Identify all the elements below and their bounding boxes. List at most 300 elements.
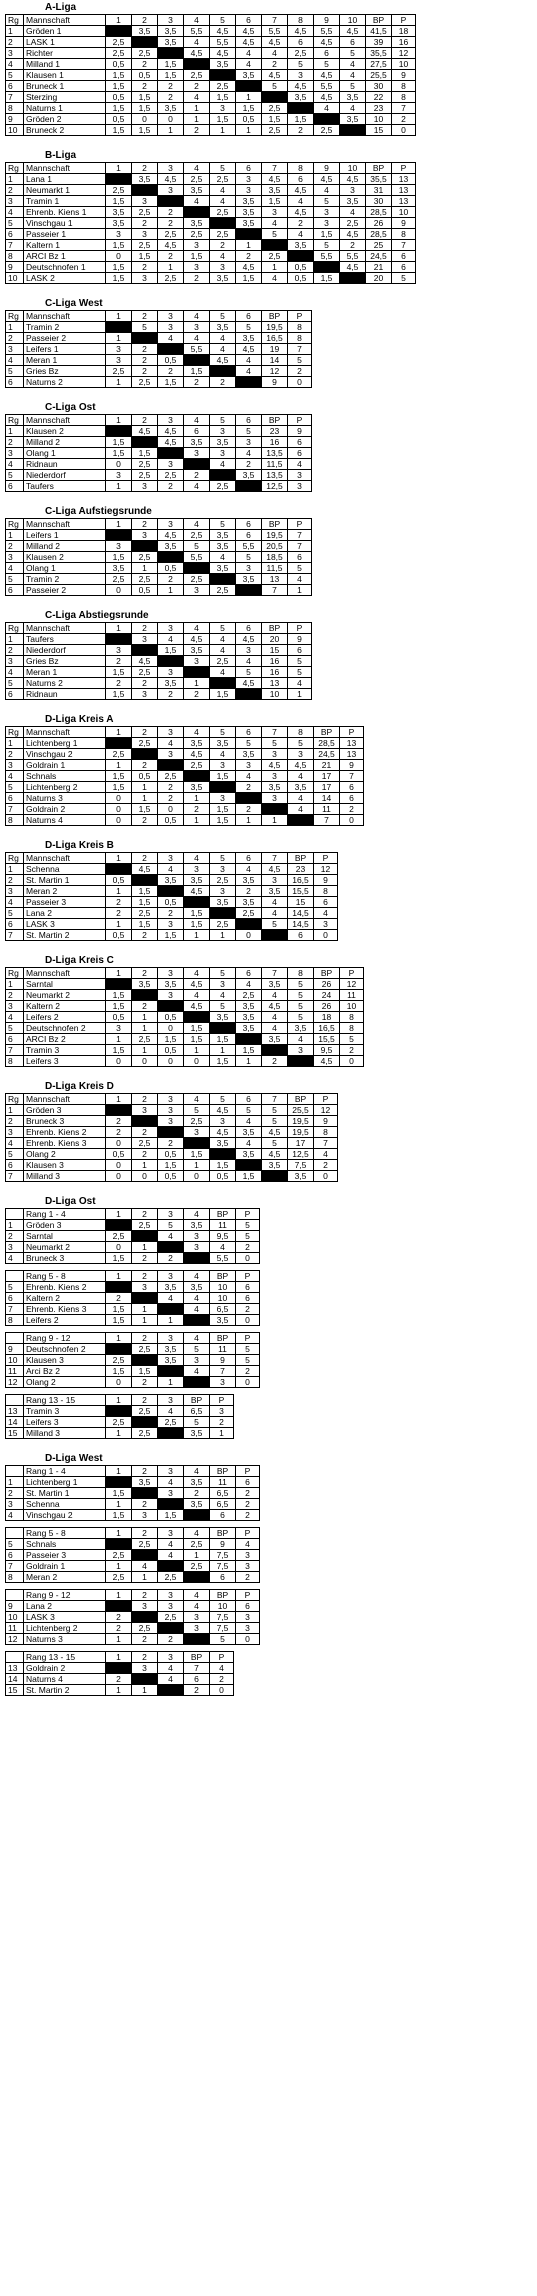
result-cell: 1,5: [106, 1045, 132, 1056]
team-name-cell: Olang 1: [24, 563, 106, 574]
header-cell: [6, 1590, 24, 1601]
section-spacer: [5, 388, 537, 402]
result-cell: 1: [132, 782, 158, 793]
result-cell: 0,5: [106, 1012, 132, 1023]
points-cell: 5: [236, 1355, 260, 1366]
header-cell: P: [340, 727, 364, 738]
table-header-row: [6, 1209, 260, 1220]
table-row: [6, 1623, 260, 1634]
points-cell: 4: [314, 1149, 338, 1160]
result-cell: 2: [132, 1499, 158, 1510]
result-cell: 1: [236, 92, 262, 103]
section-title: D-Liga West: [45, 1453, 103, 1464]
result-cell: 3: [314, 207, 340, 218]
result-cell: 2,5: [236, 990, 262, 1001]
result-cell: 0,5: [158, 1012, 184, 1023]
result-cell: 3,5: [210, 563, 236, 574]
result-cell: 3: [158, 1601, 184, 1612]
header-cell: P: [236, 1590, 260, 1601]
result-cell: 3,5: [210, 322, 236, 333]
team-name-cell: Leifers 2: [24, 1315, 106, 1326]
result-cell: 3,5: [184, 1477, 210, 1488]
result-cell: 6: [236, 530, 262, 541]
team-name-cell: Leifers 1: [24, 530, 106, 541]
result-cell: 4,5: [262, 1149, 288, 1160]
result-cell: 3,5: [236, 1023, 262, 1034]
self-match-cell: [210, 574, 236, 585]
table-row: [6, 322, 312, 333]
self-match-cell: [262, 930, 288, 941]
self-match-cell: [132, 1355, 158, 1366]
result-cell: 4: [158, 1663, 184, 1674]
result-cell: 3,5: [288, 92, 314, 103]
result-cell: 4,5: [132, 864, 158, 875]
rank-cell: 5: [6, 470, 24, 481]
self-match-cell: [132, 1550, 158, 1561]
result-cell: 1,5: [210, 689, 236, 700]
points-cell: 6: [340, 793, 364, 804]
result-cell: 1,5: [184, 1149, 210, 1160]
rank-cell: 4: [6, 771, 24, 782]
team-name-cell: Sarntal: [24, 979, 106, 990]
team-name-cell: Passeier 3: [24, 1550, 106, 1561]
result-cell: 2,5: [184, 574, 210, 585]
result-cell: 2,5: [288, 48, 314, 59]
header-cell: P: [392, 15, 416, 26]
points-cell: 10: [392, 207, 416, 218]
self-match-cell: [158, 1561, 184, 1572]
points-cell: 6: [236, 1601, 260, 1612]
team-name-cell: Naturns 2: [24, 678, 106, 689]
result-cell: 0,5: [158, 1149, 184, 1160]
result-cell: 3,5: [262, 1034, 288, 1045]
header-cell: 3: [158, 519, 184, 530]
table-header-row: [6, 853, 338, 864]
table-row: [6, 1663, 234, 1674]
result-cell: 2: [184, 125, 210, 136]
result-cell: 3,5: [106, 207, 132, 218]
result-cell: 3,5: [210, 59, 236, 70]
section-title: B-Liga: [45, 150, 77, 161]
result-cell: 1,5: [132, 448, 158, 459]
result-cell: 4: [236, 1116, 262, 1127]
section-d-liga-kreis-b: [5, 840, 537, 955]
table-row: [6, 1282, 260, 1293]
team-name-cell: Schenna: [24, 864, 106, 875]
header-cell: Rg: [6, 1094, 24, 1105]
result-cell: 3: [236, 645, 262, 656]
result-cell: 4,5: [288, 207, 314, 218]
points-cell: 5: [288, 667, 312, 678]
bp-cell: 23: [262, 426, 288, 437]
header-cell: 1: [106, 1271, 132, 1282]
result-cell: 4,5: [210, 1127, 236, 1138]
points-cell: 0: [314, 930, 338, 941]
result-cell: 4: [314, 103, 340, 114]
result-cell: 1,5: [236, 1045, 262, 1056]
standings-table: [5, 967, 364, 1067]
self-match-cell: [236, 481, 262, 492]
points-cell: 0: [236, 1315, 260, 1326]
result-cell: 3: [184, 1231, 210, 1242]
table-row: [6, 1023, 364, 1034]
rank-cell: 10: [6, 1355, 24, 1366]
self-match-cell: [236, 1034, 262, 1045]
result-cell: 4,5: [158, 240, 184, 251]
table-row: [6, 1315, 260, 1326]
bp-cell: 26: [314, 979, 340, 990]
result-cell: 2: [132, 218, 158, 229]
rank-cell: 3: [6, 1001, 24, 1012]
result-cell: 3,5: [262, 979, 288, 990]
result-cell: 0,5: [106, 875, 132, 886]
rank-cell: 11: [6, 1623, 24, 1634]
result-cell: 3,5: [236, 749, 262, 760]
result-cell: 4: [184, 37, 210, 48]
result-cell: 3: [184, 585, 210, 596]
team-name-cell: Meran 1: [24, 355, 106, 366]
header-cell: 7: [262, 163, 288, 174]
table-row: [6, 667, 312, 678]
section-title: D-Liga Kreis C: [45, 955, 114, 966]
points-cell: 8: [288, 333, 312, 344]
table-row: [6, 645, 312, 656]
points-cell: 12: [314, 864, 338, 875]
section-spacer: [5, 826, 537, 840]
rank-cell: 1: [6, 426, 24, 437]
header-cell: BP: [314, 727, 340, 738]
points-cell: 0: [288, 377, 312, 388]
result-cell: 5,5: [184, 344, 210, 355]
header-cell: 1: [106, 311, 132, 322]
rank-cell: 2: [6, 1231, 24, 1242]
bp-cell: 6,5: [210, 1488, 236, 1499]
result-cell: 4,5: [340, 26, 366, 37]
table-row: [6, 771, 364, 782]
bp-cell: 6,5: [210, 1499, 236, 1510]
result-cell: 4,5: [184, 48, 210, 59]
result-cell: 3,5: [158, 37, 184, 48]
result-cell: 2: [132, 1634, 158, 1645]
rank-cell: 6: [6, 1160, 24, 1171]
self-match-cell: [340, 273, 366, 284]
table-row: [6, 1355, 260, 1366]
result-cell: 2,5: [158, 771, 184, 782]
table-row: [6, 448, 312, 459]
header-cell: BP: [262, 311, 288, 322]
table-row: [6, 1674, 234, 1685]
points-cell: 6: [392, 262, 416, 273]
header-cell: Mannschaft: [24, 519, 106, 530]
table-row: [6, 689, 312, 700]
points-cell: 8: [392, 92, 416, 103]
team-name-cell: Gröden 3: [24, 1220, 106, 1231]
rank-cell: 2: [6, 990, 24, 1001]
team-name-cell: Bruneck 1: [24, 81, 106, 92]
points-cell: 10: [340, 1001, 364, 1012]
result-cell: 5: [236, 667, 262, 678]
team-name-cell: St. Martin 1: [24, 875, 106, 886]
rank-cell: 12: [6, 1377, 24, 1388]
header-cell: 5: [210, 1094, 236, 1105]
points-cell: 9: [392, 218, 416, 229]
header-cell: 2: [132, 311, 158, 322]
table-row: [6, 1572, 260, 1583]
table-row: [6, 1477, 260, 1488]
points-cell: 9: [314, 875, 338, 886]
team-name-cell: Lana 2: [24, 1601, 106, 1612]
rank-cell: 9: [6, 1344, 24, 1355]
result-cell: 1,5: [184, 908, 210, 919]
result-cell: 3: [132, 1601, 158, 1612]
rank-cell: 7: [6, 240, 24, 251]
result-cell: 4,5: [340, 229, 366, 240]
header-cell: 3: [158, 1528, 184, 1539]
header-cell: 2: [132, 1652, 158, 1663]
result-cell: 1,5: [236, 1171, 262, 1182]
header-cell: 1: [106, 727, 132, 738]
result-cell: 2: [132, 366, 158, 377]
self-match-cell: [236, 377, 262, 388]
team-name-cell: Ehrenb. Kiens 3: [24, 1138, 106, 1149]
result-cell: 1: [184, 1550, 210, 1561]
result-cell: 1,5: [106, 1488, 132, 1499]
self-match-cell: [106, 1344, 132, 1355]
table-row: [6, 1138, 338, 1149]
result-cell: 1,5: [158, 930, 184, 941]
points-cell: 8: [314, 886, 338, 897]
points-cell: 2: [236, 1242, 260, 1253]
result-cell: 1,5: [106, 1001, 132, 1012]
team-name-cell: Schnals: [24, 771, 106, 782]
result-cell: 1: [236, 1056, 262, 1067]
header-cell: 7: [262, 853, 288, 864]
header-cell: [6, 1333, 24, 1344]
result-cell: 3,5: [236, 470, 262, 481]
result-cell: 2,5: [210, 81, 236, 92]
rank-cell: 4: [6, 207, 24, 218]
result-cell: 1,5: [314, 229, 340, 240]
result-cell: 1: [262, 262, 288, 273]
bp-cell: 14,5: [288, 919, 314, 930]
bp-cell: 4,5: [314, 1056, 340, 1067]
result-cell: 4: [236, 366, 262, 377]
result-cell: 4: [158, 1674, 184, 1685]
table-header-row: [6, 968, 364, 979]
table-row: [6, 1116, 338, 1127]
result-cell: 1,5: [106, 448, 132, 459]
bp-cell: 15: [262, 645, 288, 656]
team-name-cell: Bruneck 3: [24, 1116, 106, 1127]
rank-cell: 13: [6, 1406, 24, 1417]
table-row: [6, 377, 312, 388]
self-match-cell: [184, 1377, 210, 1388]
result-cell: 1: [106, 1034, 132, 1045]
rank-cell: 4: [6, 459, 24, 470]
header-cell: BP: [184, 1395, 210, 1406]
result-cell: 6: [288, 174, 314, 185]
self-match-cell: [158, 1428, 184, 1439]
header-cell: P: [288, 415, 312, 426]
team-name-cell: Passeier 2: [24, 585, 106, 596]
result-cell: 0,5: [210, 1171, 236, 1182]
result-cell: 2,5: [132, 207, 158, 218]
header-cell: P: [210, 1395, 234, 1406]
rank-cell: 13: [6, 1663, 24, 1674]
bp-cell: 17: [314, 782, 340, 793]
bp-cell: 18,5: [262, 552, 288, 563]
table-row: [6, 1612, 260, 1623]
self-match-cell: [210, 218, 236, 229]
header-cell: BP: [262, 519, 288, 530]
rank-cell: 5: [6, 574, 24, 585]
result-cell: 2: [132, 930, 158, 941]
header-cell: [6, 1652, 24, 1663]
result-cell: 5,5: [184, 26, 210, 37]
header-cell: [6, 1528, 24, 1539]
points-cell: 7: [392, 103, 416, 114]
bp-cell: 12,5: [288, 1149, 314, 1160]
table-row: [6, 1539, 260, 1550]
result-cell: 0: [236, 930, 262, 941]
self-match-cell: [288, 103, 314, 114]
result-cell: 1,5: [158, 1034, 184, 1045]
result-cell: 6: [288, 37, 314, 48]
points-cell: 13: [392, 174, 416, 185]
table-row: [6, 990, 364, 1001]
result-cell: 1: [106, 1634, 132, 1645]
result-cell: 0: [106, 815, 132, 826]
team-name-cell: Lana 1: [24, 174, 106, 185]
table-row: [6, 470, 312, 481]
result-cell: 4: [236, 1138, 262, 1149]
result-cell: 5: [236, 322, 262, 333]
header-cell: [6, 1466, 24, 1477]
bp-cell: 20: [366, 273, 392, 284]
result-cell: 1,5: [132, 92, 158, 103]
header-cell: 8: [288, 15, 314, 26]
points-cell: 1: [288, 689, 312, 700]
result-cell: 2: [106, 1293, 132, 1304]
result-cell: 2,5: [132, 667, 158, 678]
header-cell: 9: [314, 163, 340, 174]
points-cell: 5: [392, 273, 416, 284]
result-cell: 3: [184, 864, 210, 875]
header-cell: 8: [288, 163, 314, 174]
bp-cell: 30: [366, 196, 392, 207]
result-cell: 1,5: [106, 125, 132, 136]
rank-cell: 6: [6, 689, 24, 700]
table-row: [6, 738, 364, 749]
rank-cell: 6: [6, 585, 24, 596]
result-cell: 4: [262, 218, 288, 229]
self-match-cell: [210, 1149, 236, 1160]
result-cell: 3,5: [262, 185, 288, 196]
table-row: [6, 979, 364, 990]
bp-cell: 15: [366, 125, 392, 136]
bp-cell: 15,5: [288, 886, 314, 897]
bp-cell: 19,5: [288, 1116, 314, 1127]
result-cell: 1: [158, 1315, 184, 1326]
team-name-cell: Lichtenberg 1: [24, 738, 106, 749]
result-cell: 5,5: [262, 26, 288, 37]
result-cell: 4,5: [132, 426, 158, 437]
result-cell: 4,5: [158, 426, 184, 437]
result-cell: 2: [158, 689, 184, 700]
result-cell: 2: [340, 240, 366, 251]
bp-cell: 12,5: [262, 481, 288, 492]
points-cell: 6: [236, 1293, 260, 1304]
rank-cell: 3: [6, 886, 24, 897]
points-cell: 2: [340, 1045, 364, 1056]
result-cell: 5: [262, 1138, 288, 1149]
points-cell: 3: [236, 1561, 260, 1572]
self-match-cell: [158, 1685, 184, 1696]
result-cell: 2: [158, 366, 184, 377]
rank-cell: 6: [6, 1293, 24, 1304]
result-cell: 2: [262, 1056, 288, 1067]
points-cell: 6: [288, 552, 312, 563]
result-cell: 5: [236, 1105, 262, 1116]
bp-cell: 6: [184, 1674, 210, 1685]
header-cell: 1: [106, 968, 132, 979]
header-cell: 6: [236, 623, 262, 634]
team-name-cell: Olang 2: [24, 1149, 106, 1160]
header-cell: Rg: [6, 15, 24, 26]
result-cell: 3,5: [262, 782, 288, 793]
table-header-row: [6, 519, 312, 530]
team-name-cell: Niederdorf: [24, 470, 106, 481]
self-match-cell: [262, 804, 288, 815]
points-cell: 5: [340, 1034, 364, 1045]
result-cell: 1,5: [106, 1315, 132, 1326]
result-cell: 1: [158, 262, 184, 273]
result-cell: 3: [158, 990, 184, 1001]
points-cell: 9: [340, 760, 364, 771]
result-cell: 1,5: [106, 1304, 132, 1315]
rank-cell: 8: [6, 815, 24, 826]
points-cell: 4: [288, 574, 312, 585]
result-cell: 4: [184, 1366, 210, 1377]
points-cell: 9: [314, 1116, 338, 1127]
result-cell: 0,5: [158, 897, 184, 908]
result-cell: 3: [262, 207, 288, 218]
result-cell: 1,5: [106, 771, 132, 782]
bp-cell: 24,5: [314, 749, 340, 760]
result-cell: 2,5: [132, 908, 158, 919]
rank-cell: 6: [6, 919, 24, 930]
header-cell: 4: [184, 1333, 210, 1344]
result-cell: 1: [184, 678, 210, 689]
self-match-cell: [184, 59, 210, 70]
section-d-liga-kreis-d: [5, 1081, 537, 1196]
team-name-cell: Bruneck 3: [24, 1253, 106, 1264]
team-name-cell: Ridnaun: [24, 459, 106, 470]
bp-cell: 2: [184, 1685, 210, 1696]
result-cell: 0: [106, 1160, 132, 1171]
standings-table: [5, 310, 312, 388]
team-name-cell: Vinschgau 2: [24, 1510, 106, 1521]
self-match-cell: [106, 174, 132, 185]
points-cell: 3: [210, 1406, 234, 1417]
table-row: [6, 26, 416, 37]
result-cell: 0,5: [288, 273, 314, 284]
bp-cell: 24: [314, 990, 340, 1001]
points-cell: 2: [236, 1304, 260, 1315]
result-cell: 3,5: [236, 1012, 262, 1023]
bp-cell: 14,5: [288, 908, 314, 919]
result-cell: 1: [132, 1572, 158, 1583]
